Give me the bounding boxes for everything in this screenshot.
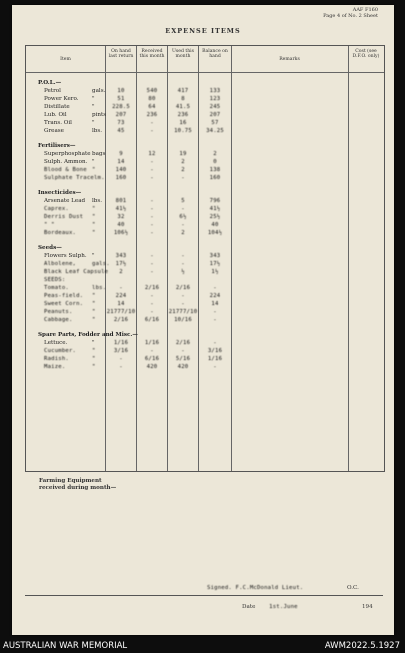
cell-unit: " (92, 340, 95, 346)
cell-v4: 207 (209, 112, 221, 118)
cell-v1: 106½ (113, 230, 129, 236)
cell-v1: 140 (115, 167, 127, 173)
cell-v2: - (150, 253, 154, 259)
cell-v3: 417 (177, 88, 189, 94)
footer (0, 639, 405, 653)
cell-v4: 14 (211, 301, 219, 307)
table-row (26, 253, 384, 260)
cell-v2: - (150, 261, 154, 267)
signature-line: Signed. F.C.McDonald Lieut. O.C. (207, 585, 359, 591)
expense-table (25, 45, 385, 472)
cell-item: Cabbage. (44, 317, 73, 323)
table-row (26, 356, 384, 363)
cell-unit: pints (92, 112, 107, 118)
table-row (26, 112, 384, 119)
cell-item: Trans. Oil (44, 120, 72, 126)
cell-v1: 207 (115, 112, 127, 118)
cell-v4: 160 (209, 175, 221, 181)
cell-v2: 236 (146, 112, 158, 118)
cell-v4: 245 (209, 104, 221, 110)
cell-v2: 6/16 (144, 356, 160, 362)
page-title: EXPENSE ITEMS (165, 27, 241, 35)
table-row (26, 128, 384, 135)
cell-v4: 41½ (209, 206, 221, 212)
cell-item: Maize. (44, 364, 66, 370)
table-row (26, 269, 384, 276)
cell-v3: - (181, 293, 185, 299)
cell-item: Sulph. Ammon. (44, 159, 88, 165)
cell-v2: - (150, 167, 154, 173)
col-cost: Cost (see D.F.O. only) (352, 49, 380, 59)
cell-v3: 16 (179, 120, 187, 126)
cell-v2: 64 (148, 104, 156, 110)
cell-v3: 2/16 (175, 285, 191, 291)
cell-unit: " (92, 230, 96, 236)
cell-v4: 34.25 (206, 128, 224, 134)
cell-v1: 14 (117, 159, 125, 165)
table-row (26, 317, 384, 324)
cell-v2: - (150, 159, 154, 165)
cell-v2: - (150, 206, 154, 212)
cell-v1: 2/16 (113, 317, 129, 323)
cell-v4: 796 (209, 198, 221, 204)
cell-v2: - (150, 175, 154, 181)
cell-v2: - (150, 269, 154, 275)
table-row (26, 348, 384, 355)
footer-right: AWM2022.5.1927 (324, 641, 400, 651)
cell-v4: 17½ (209, 261, 221, 267)
cell-v4: - (213, 364, 217, 370)
cell-v3: 2 (181, 230, 185, 236)
cell-v3: 21777/10 (168, 309, 198, 315)
cell-item: Distillate (44, 104, 70, 110)
cell-v4: 224 (209, 293, 221, 299)
table-row (26, 309, 384, 316)
table-row (26, 261, 384, 268)
cell-v2: - (150, 293, 154, 299)
cell-v3: - (181, 206, 185, 212)
table-row (26, 222, 384, 229)
cell-v3: 8 (181, 96, 185, 102)
cell-unit: " (92, 159, 95, 165)
date-line: Date 1st.June 194 (242, 604, 373, 610)
cell-v4: 1½ (211, 269, 219, 275)
cell-v4: 123 (209, 96, 221, 102)
cell-v3: 5/16 (175, 356, 191, 362)
cell-v1: 228.5 (112, 104, 130, 110)
col-balance: Balance on hand (202, 49, 228, 59)
table-row (26, 285, 384, 292)
table-row (26, 167, 384, 174)
cell-v4: 57 (211, 120, 219, 126)
cell-v4: 2 (213, 151, 217, 157)
cell-v3: - (181, 175, 185, 181)
cell-v2: 1/16 (144, 340, 160, 346)
cell-v2: - (150, 214, 154, 220)
cell-v1: 224 (115, 293, 127, 299)
cell-item: Caprex. (44, 206, 69, 212)
cell-v4: 343 (209, 253, 221, 259)
cell-unit: " (92, 309, 96, 315)
farming-equipment-label: Farming Equipment received during month— (39, 478, 117, 491)
table-row (26, 198, 384, 205)
cell-unit: " (92, 120, 95, 126)
cell-v2: 6/16 (144, 317, 160, 323)
cell-v1: 17½ (115, 261, 127, 267)
cell-unit: " (92, 253, 95, 259)
cell-v2: - (150, 198, 154, 204)
cell-v3: 5 (181, 198, 185, 204)
cell-unit: " (92, 214, 96, 220)
cell-v1: - (119, 356, 123, 362)
cell-v1: 1/16 (113, 340, 129, 346)
cell-item: Arsenate Lead (44, 198, 86, 204)
cell-v3: 10/16 (174, 317, 192, 323)
section-heading: Insecticides— (38, 190, 82, 196)
cell-v4: 40 (211, 222, 219, 228)
cell-item: Albolene, (44, 261, 77, 267)
section-heading: P.O.L.— (38, 80, 62, 86)
cell-item: Flowers Sulph. (44, 253, 87, 259)
cell-v3: 10.75 (174, 128, 192, 134)
cell-v1: 41½ (115, 206, 127, 212)
cell-item: Bordeaux. (44, 230, 77, 236)
cell-item: Tomato. (44, 285, 69, 291)
cell-v1: 40 (117, 222, 125, 228)
cell-unit: lbs. (92, 198, 103, 204)
cell-v3: 2/16 (175, 340, 191, 346)
table-row (26, 364, 384, 371)
footer-left: AUSTRALIAN WAR MEMORIAL (3, 641, 128, 651)
table-row (26, 340, 384, 347)
cell-v3: - (181, 301, 185, 307)
table-row (26, 206, 384, 213)
table-row (26, 159, 384, 166)
divider (25, 595, 383, 596)
cell-v4: 104½ (207, 230, 223, 236)
table-row (26, 96, 384, 103)
cell-v3: - (181, 348, 185, 354)
cell-v3: ½ (181, 269, 185, 275)
cell-unit: lbs. (92, 128, 103, 134)
cell-v1: 32 (117, 214, 125, 220)
cell-v1: 21777/10 (106, 309, 136, 315)
cell-unit: " (92, 356, 96, 362)
cell-v4: 3/16 (207, 348, 223, 354)
col-remarks: Remarks (279, 57, 300, 62)
cell-v1: 14 (117, 301, 125, 307)
cell-v2: 420 (146, 364, 158, 370)
cell-v1: 73 (117, 120, 125, 126)
cell-v2: - (150, 222, 154, 228)
cell-unit: " (92, 348, 96, 354)
cell-v2: - (150, 120, 154, 126)
cell-v3: - (181, 222, 185, 228)
cell-v2: - (150, 230, 154, 236)
col-received: Received this month (139, 49, 165, 59)
cell-unit: gals. (92, 88, 106, 94)
cell-v4: 133 (209, 88, 221, 94)
cell-unit: bags (92, 151, 106, 157)
cell-item: Petrol (44, 88, 61, 94)
cell-v4: 1/16 (207, 356, 223, 362)
cell-unit: " (92, 206, 96, 212)
cell-v3: - (181, 253, 185, 259)
cell-v4: - (213, 340, 217, 346)
cell-v1: 51 (117, 96, 125, 102)
table-row (26, 120, 384, 127)
cell-item: " " (44, 222, 55, 228)
cell-unit: gals. (92, 261, 110, 267)
cell-v4: 138 (209, 167, 221, 173)
cell-item: Grease (44, 128, 64, 134)
cell-v3: 236 (177, 112, 189, 118)
table-row (26, 230, 384, 237)
cell-v2: - (150, 301, 154, 307)
cell-unit: " (92, 293, 96, 299)
cell-item: Derris Dust (44, 214, 84, 220)
cell-v2: 2/16 (144, 285, 160, 291)
table-row (26, 104, 384, 111)
cell-v4: - (213, 309, 217, 315)
cell-v1: 9 (119, 151, 123, 157)
cell-v2: - (150, 348, 154, 354)
cell-v3: 2 (181, 167, 185, 173)
document-sheet (12, 5, 394, 635)
cell-unit: " (92, 317, 96, 323)
cell-v4: - (213, 317, 217, 323)
col-item: Item (60, 57, 71, 62)
cell-v4: 25½ (209, 214, 221, 220)
cell-unit: " (92, 222, 96, 228)
cell-v1: 45 (117, 128, 125, 134)
cell-item: Black Leaf Capsule (44, 269, 109, 275)
cell-unit: " (92, 96, 95, 102)
col-on-hand: On hand last return (108, 49, 134, 59)
cell-v1: 2 (119, 269, 123, 275)
cell-v2: 80 (148, 96, 156, 102)
section-heading: Spare Parts, Fodder and Misc.— (38, 332, 138, 338)
form-code: AAF F160 Page 4 of No. 2 Sheet (323, 7, 378, 19)
cell-v1: - (119, 285, 123, 291)
cell-item: Lub. Oil (44, 112, 67, 118)
cell-item: SEEDS: (44, 277, 66, 283)
cell-v4: - (213, 285, 217, 291)
cell-v3: 41.5 (175, 104, 191, 110)
table-row (26, 151, 384, 158)
cell-v3: 2 (181, 159, 185, 165)
cell-v1: 3/16 (113, 348, 129, 354)
cell-item: Superphosphate (44, 151, 91, 157)
cell-v1: 801 (115, 198, 127, 204)
cell-item: Peanuts. (44, 309, 73, 315)
cell-v3: - (181, 261, 185, 267)
cell-item: Power Kero. (44, 96, 79, 102)
cell-unit: " (92, 364, 96, 370)
table-row (26, 277, 384, 284)
cell-v3: 420 (177, 364, 189, 370)
cell-v1: - (119, 364, 123, 370)
cell-item: Sweet Corn. (44, 301, 84, 307)
section-heading: Seeds— (38, 245, 62, 251)
cell-v2: - (150, 128, 154, 134)
cell-v1: 160 (115, 175, 127, 181)
cell-unit: " (92, 104, 95, 110)
table-row (26, 214, 384, 221)
cell-v1: 343 (115, 253, 127, 259)
cell-item: Sulphate Tracelm. (44, 175, 105, 181)
cell-v4: 0 (213, 159, 217, 165)
table-row (26, 293, 384, 300)
cell-v3: 19 (179, 151, 187, 157)
cell-unit: " (92, 167, 96, 173)
cell-unit: lbs. (92, 285, 107, 291)
table-row (26, 301, 384, 308)
cell-item: Cucumber. (44, 348, 77, 354)
table-row (26, 175, 384, 182)
section-heading: Fertilisers— (38, 143, 76, 149)
cell-unit: " (92, 301, 96, 307)
cell-v1: 10 (117, 88, 125, 94)
cell-v2: 12 (148, 151, 156, 157)
cell-item: Lettuce. (44, 340, 68, 346)
cell-v2: - (150, 309, 154, 315)
cell-item: Peas-field. (44, 293, 84, 299)
cell-v3: 6½ (179, 214, 187, 220)
cell-item: Radish. (44, 356, 69, 362)
table-row (26, 88, 384, 95)
col-used: Used this month (172, 49, 194, 59)
cell-item: Blood & Bone (44, 167, 87, 173)
cell-v2: 540 (146, 88, 158, 94)
